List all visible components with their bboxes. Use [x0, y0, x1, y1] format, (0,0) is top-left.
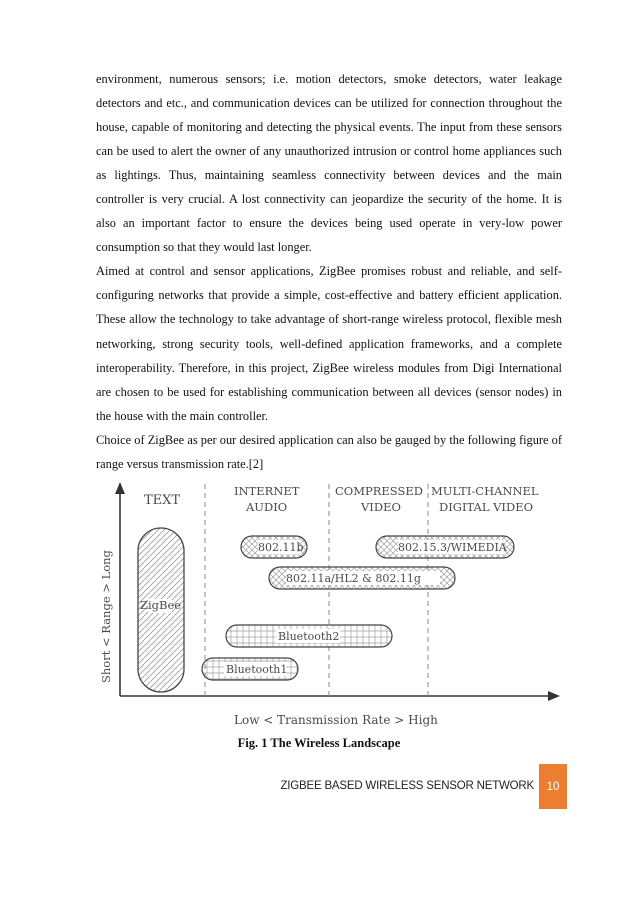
wireless-landscape-figure — [96, 478, 566, 730]
paragraph-3: Choice of ZigBee as per our desired application can also be gauged by the following figure of range versus transmission rate.[2] — [96, 432, 562, 471]
wimedia-label: 802.15.3/WIMEDIA — [398, 541, 507, 554]
paragraph-1: environment, numerous sensors; i.e. motion detectors, smoke detectors, water leakage detectors and etc., and communication devices can be utilized for connection throughout the house, capable of monitoring and detecting the physical events. The input from these sensors can be used to alert the owner of any unauthorized intrusion or control home appliances such as lightings. Thus, maintaining seamless connectivity between devices and the main controller is very crucial. A lost connectivity can jeopardize the security of the home. It is also an important factor to ensure the devices being used operate in very-low power consumption so that they would last longer. — [96, 72, 562, 255]
wifi-b-label: 802.11b — [258, 541, 304, 554]
zigbee-label: ZigBee — [140, 598, 182, 612]
x-axis-label: Low < Transmission Rate > High — [234, 713, 438, 727]
column-internet-audio-2: AUDIO — [246, 500, 288, 514]
column-compressed-video-1: COMPRESSED — [335, 484, 423, 498]
figure-caption: Fig. 1 The Wireless Landscape — [237, 736, 401, 750]
page-number-badge: 10 — [539, 764, 567, 809]
body-text — [96, 67, 562, 476]
wireless-landscape-diagram — [96, 478, 566, 730]
bluetooth1-label: Bluetooth1 — [226, 663, 288, 676]
footer-title: ZIGBEE BASED WIRELESS SENSOR NETWORK — [280, 780, 534, 792]
paragraph-2: Aimed at control and sensor applications, ZigBee promises robust and reliable, and self-configuring networks that provide a simple, cost-effective and battery efficient application. These allow the technology to take advantage of short-range wireless protocol, flexible mesh networking, strong security tools, well-defined application frameworks, and a complete interoperability. Therefore, in this project, ZigBee wireless modules from Digi International are chosen to be used for establishing communication between all devices (sensor nodes) in the house with the main controller. — [96, 264, 562, 423]
column-text: TEXT — [144, 493, 181, 508]
column-compressed-video-2: VIDEO — [361, 500, 401, 514]
bluetooth2-label: Bluetooth2 — [278, 630, 340, 643]
wifi-ag-label: 802.11a/HL2 & 802.11g — [286, 572, 421, 585]
y-axis-arrow-icon — [115, 482, 125, 494]
y-axis-label: Short < Range > Long — [99, 550, 113, 683]
column-internet-audio-1: INTERNET — [234, 484, 300, 498]
column-multichannel-2: DIGITAL VIDEO — [439, 500, 534, 514]
x-axis-arrow-icon — [548, 691, 560, 701]
column-multichannel-1: MULTI-CHANNEL — [431, 484, 539, 498]
